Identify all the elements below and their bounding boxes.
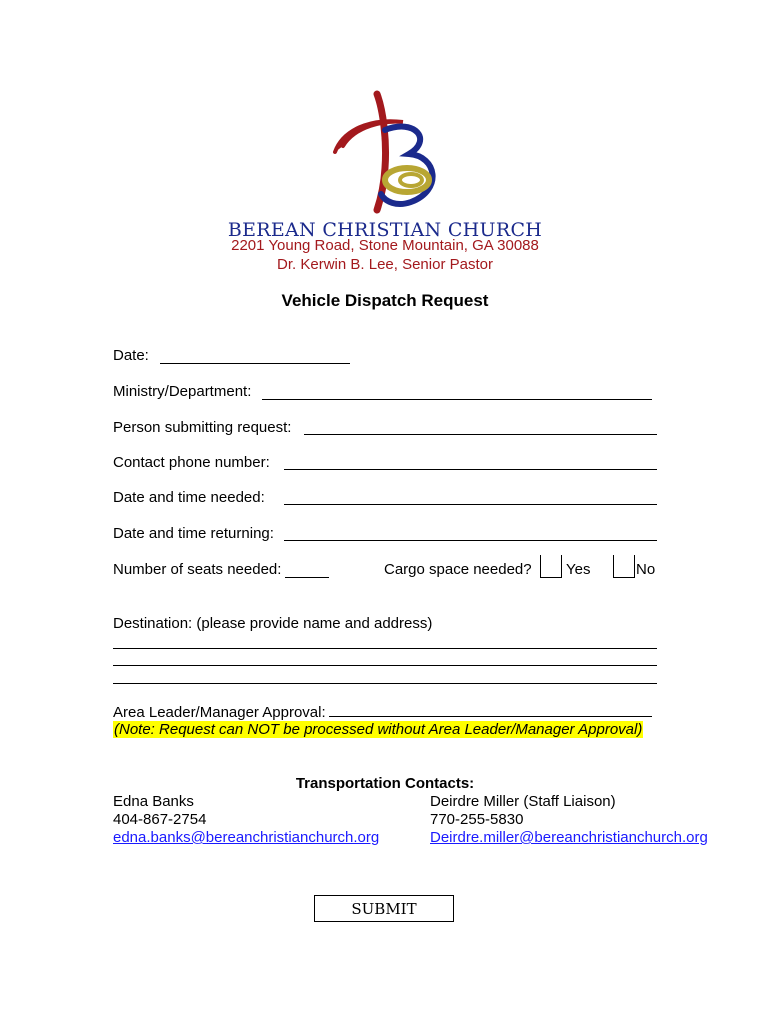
approval-field[interactable] [329,716,652,717]
approval-note: (Note: Request can NOT be processed without Area Leader/Manager Approval) [114,721,643,738]
needed-label: Date and time needed: [113,489,265,506]
cargo-no-checkbox[interactable] [613,555,635,578]
church-logo [325,90,445,216]
contact-right-email-link[interactable]: Deirdre.miller@bereanchristianchurch.org [430,829,708,846]
church-address: 2201 Young Road, Stone Mountain, GA 30088 [231,237,539,254]
cargo-yes-checkbox[interactable] [540,555,562,578]
contact-left-name: Edna Banks [113,793,194,810]
needed-field[interactable] [284,504,657,505]
returning-field[interactable] [284,540,657,541]
form-title: Vehicle Dispatch Request [281,291,489,310]
person-field[interactable] [304,434,657,435]
contact-left-phone: 404-867-2754 [113,811,207,828]
destination-line-2[interactable] [113,665,657,666]
contact-right-name: Deirdre Miller (Staff Liaison) [430,793,616,810]
approval-label: Area Leader/Manager Approval: [113,704,326,721]
ministry-field[interactable] [262,399,652,400]
ministry-label: Ministry/Department: [113,383,252,400]
date-field[interactable] [160,363,350,364]
phone-field[interactable] [284,469,657,470]
contacts-heading: Transportation Contacts: [295,775,475,792]
destination-label: Destination: (please provide name and address) [113,615,433,632]
seats-field[interactable] [285,577,329,578]
returning-label: Date and time returning: [113,525,274,542]
phone-label: Contact phone number: [113,454,270,471]
contact-right-phone: 770-255-5830 [430,811,524,828]
destination-line-3[interactable] [113,683,657,684]
person-label: Person submitting request: [113,419,292,436]
submit-button[interactable]: SUBMIT [314,895,454,922]
destination-line-1[interactable] [113,648,657,649]
seats-label: Number of seats needed: [113,561,282,578]
cargo-label: Cargo space needed? [384,561,532,578]
date-label: Date: [113,347,149,364]
pastor-line: Dr. Kerwin B. Lee, Senior Pastor [277,256,493,273]
cargo-yes-label: Yes [566,561,591,578]
cargo-no-label: No [636,561,656,578]
church-name: BEREAN CHRISTIAN CHURCH [227,219,543,241]
contact-left-email-link[interactable]: edna.banks@bereanchristianchurch.org [113,829,380,846]
